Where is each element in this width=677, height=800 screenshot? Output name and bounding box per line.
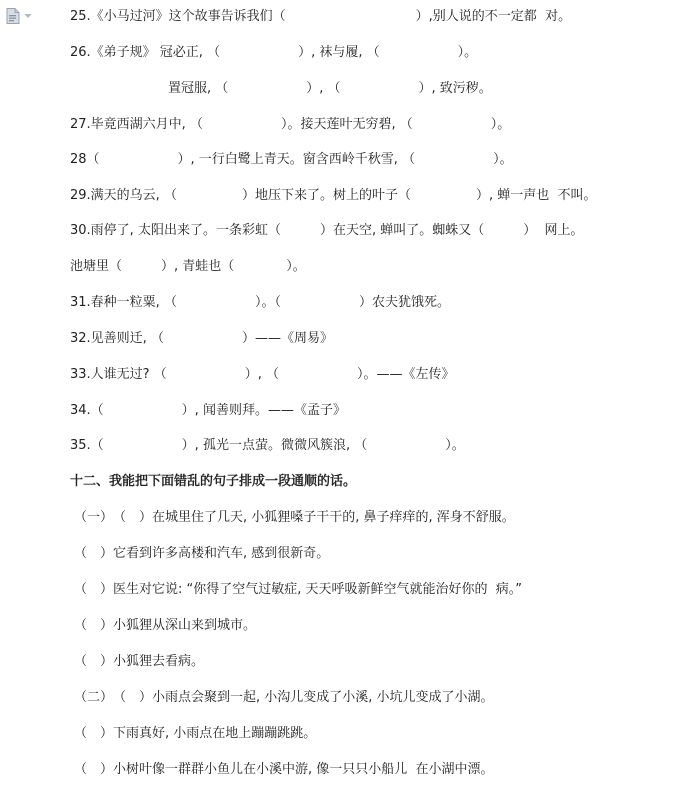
question-35: 35.（ ）, 孤光一点萤。微微风簇浪, （ ）。	[70, 438, 465, 453]
group-one-sentence-5: （ ）小狐狸去看病。	[74, 654, 205, 669]
question-32: 32.见善则迁, （ ）——《周易》	[70, 331, 333, 346]
question-27: 27.毕竟西湖六月中, （ ）。接天莲叶无穷碧, （ ）。	[70, 117, 511, 132]
question-33: 33.人谁无过? （ ）, （ ）。——《左传》	[70, 367, 455, 382]
group-one-sentence-1: （一） （ ）在城里住了几天, 小狐狸嗓子干干的, 鼻子痒痒的, 浑身不舒服。	[74, 510, 515, 525]
question-34: 34.（ ）, 闻善则拜。——《孟子》	[70, 403, 346, 418]
section-twelve-heading: 十二、我能把下面错乱的句子排成一段通顺的话。	[70, 474, 357, 489]
group-one-sentence-2: （ ）它看到许多高楼和汽车, 感到很新奇。	[74, 546, 330, 561]
question-30-continued: 池塘里（ ）, 青蛙也（ ）。	[70, 259, 306, 274]
question-29: 29.满天的乌云, （ ）地压下来了。树上的叶子（ ）, 蝉一声也 不叫。	[70, 188, 597, 203]
question-28: 28（ ）, 一行白鹭上青天。窗含西岭千秋雪, （ ）。	[70, 152, 513, 167]
group-two-sentence-2: （ ）下雨真好, 小雨点在地上蹦蹦跳跳。	[74, 726, 317, 741]
question-30: 30.雨停了, 太阳出来了。一条彩虹（ ）在天空, 蝉叫了。蜘蛛又（ ） 网上。	[70, 223, 584, 238]
document-icon	[6, 8, 20, 24]
question-25: 25.《小马过河》这个故事告诉我们（ ）,别人说的不一定都 对。	[70, 9, 572, 24]
question-31: 31.春种一粒粟, （ ）。（ ）农夫犹饿死。	[70, 295, 450, 310]
group-two-sentence-3: （ ）小树叶像一群群小鱼儿在小溪中游, 像一只只小船儿 在小湖中漂。	[74, 762, 494, 777]
caret-down-icon	[24, 13, 32, 19]
group-one-sentence-4: （ ）小狐狸从深山来到城市。	[74, 618, 257, 633]
question-26-continued: 置冠服, （ ）, （ ）, 致污秽。	[168, 81, 492, 96]
document-outline-toggle[interactable]	[6, 7, 42, 25]
group-one-sentence-3: （ ）医生对它说: “你得了空气过敏症, 天天呼吸新鲜空气就能治好你的 病。”	[74, 582, 523, 597]
question-26: 26.《弟子规》 冠必正, （ ）, 袜与履, （ ）。	[70, 45, 478, 60]
group-two-sentence-1: （二） （ ）小雨点会聚到一起, 小沟儿变成了小溪, 小坑儿变成了小湖。	[74, 690, 494, 705]
